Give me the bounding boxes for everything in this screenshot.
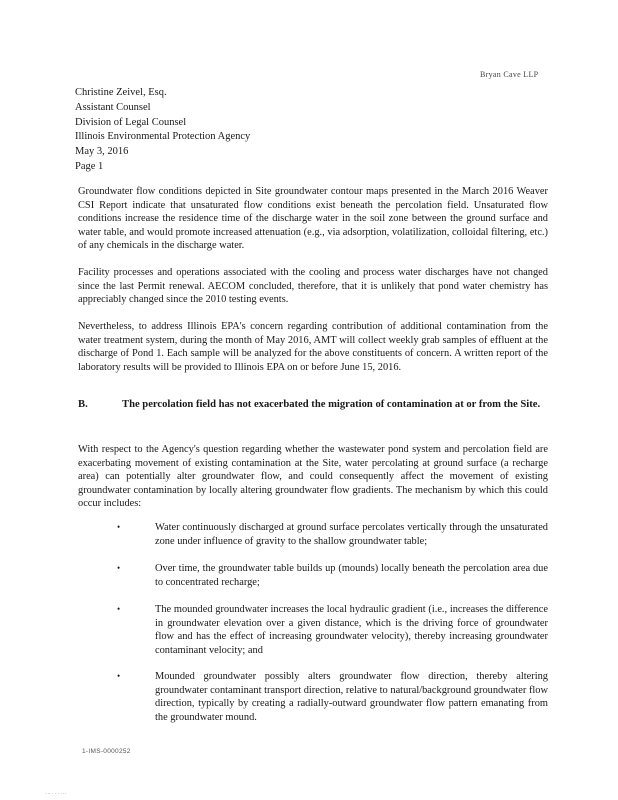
list-item [117,670,548,724]
bullet-icon: • [117,563,121,573]
section-heading-b [78,398,548,412]
page-number: Page 1 [75,160,104,172]
paragraph-facility-processes: Facility processes and operations associated with the cooling and process water discharges have not changed since the last Permit renewal. AECOM concluded, therefore, that it is unlikely that pond water chemistry has appreciably changed since the 2010 testing events. [78,267,548,306]
footer-faint-text: . .. . . . . .. [45,790,66,796]
addressee-agency: Illinois Environmental Protection Agency [75,131,251,143]
list-item [117,562,548,589]
list-item-text: Over time, the groundwater table builds up (mounds) locally beneath the percolation area due to concentrated recharge; [155,563,548,588]
list-item [117,603,548,657]
paragraph-sampling-plan: Nevertheless, to address Illinois EPA's concern regarding contribution of additional contamination from the water treatment system, during the month of May 2016, AMT will collect weekly grab samples of effluent at the discharge of Pond 1. Each sample will be analyzed for the above constituents of concern. A written report of the laboratory results will be provided to Illinois EPA on or before June 15, 2016. [78,321,548,373]
list-item-text: Mounded groundwater possibly alters groundwater flow direction, thereby altering groundwater contaminant transport direction, relative to natural/background groundwater flow direction, typically by creating a radially-outward groundwater flow pattern emanating from the groundwater mound. [155,671,548,723]
bullet-icon: • [117,604,121,614]
paragraph-percolation-mechanism: With respect to the Agency's question regarding whether the wastewater pond system and percolation field are exacerbating movement of existing contamination at the Site, water percolating at ground surface (a recharge area) can potentially alter groundwater flow, and could consequently affect the movement of existing groundwater contamination by locally altering groundwater flow gradients. The mechanism by which this could occur includes: [78,444,548,510]
addressee-block [75,86,250,175]
list-item-text: The mounded groundwater increases the local hydraulic gradient (i.e., increases the difference in groundwater elevation over a given distance, which is the driving force of groundwater flow and has the effect of increasing groundwater velocity), thereby increasing groundwater contaminant velocity; and [155,604,548,656]
letterhead-firm-name: Bryan Cave LLP [480,70,539,79]
paragraph-unsaturated-flow: Groundwater flow conditions depicted in Site groundwater contour maps presented in the March 2016 Weaver CSI Report indicate that unsaturated flow conditions exist beneath the percolation field. Unsaturated flow conditions increase the residence time of the discharge water in the soil zone between the ground surface and water table, and would promote increased attenuation (e.g., via adsorption, volatilization, colloidal filtering, etc.) of any chemicals in the discharge water. [78,186,548,252]
addressee-title: Assistant Counsel [75,101,151,113]
section-title: The percolation field has not exacerbated the migration of contamination at or from the Site. [122,399,541,410]
addressee-name: Christine Zeivel, Esq. [75,87,167,98]
list-item [117,521,548,548]
bullet-icon: • [117,522,121,532]
list-item-text: Water continuously discharged at ground surface percolates vertically through the unsaturated zone under influence of gravity to the shallow groundwater table; [155,522,548,547]
letter-date: May 3, 2016 [75,146,129,158]
document-id-footer: 1-IMS-0000252 [82,748,131,755]
bullet-icon: • [117,671,121,681]
addressee-division: Division of Legal Counsel [75,116,187,128]
section-letter: B. [78,399,88,410]
